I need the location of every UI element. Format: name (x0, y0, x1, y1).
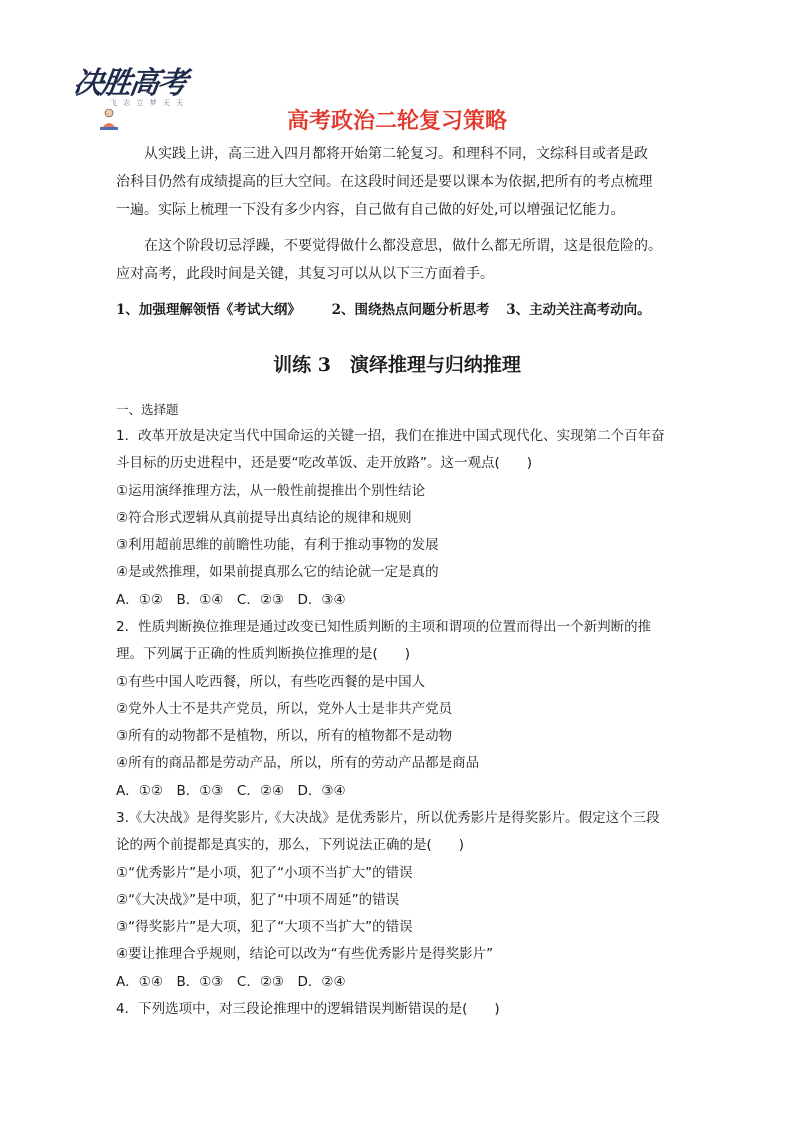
question-4 (116, 996, 686, 1023)
question-line: 3.《大决战》是得奖影片,《大决战》是优秀影片，所以优秀影片是得奖影片。假定这个三段 (116, 810, 660, 826)
option-statement: ①“优秀影片”是小项，犯了“小项不当扩大”的错误 (116, 864, 413, 881)
question-line: 2．性质判断换位推理是通过改变已知性质判断的主项和谓项的位置而得出一个新判断的推 (116, 619, 652, 635)
intro-paragraph-1 (116, 140, 678, 224)
logo-subtext: 飞 志 立 梦 天 天 (110, 99, 186, 107)
question-line: 斗目标的历史进程中，还是要“吃改革饭、走开放路”。这一观点( ) (116, 455, 533, 472)
option-statement: ②符合形式逻辑从真前提导出真结论的规律和规则 (116, 509, 412, 526)
focus-point: 3、主动关注高考动向。 (506, 302, 651, 318)
question-1 (116, 423, 686, 614)
option-statement: ④是或然推理，如果前提真那么它的结论就一定是真的 (116, 564, 439, 581)
paragraph-line: 从实践上讲，高三进入四月都将开始第二轮复习。和理科不同，文综科目或者是政 (144, 146, 648, 162)
option-statement: ①有些中国人吃西餐，所以，有些吃西餐的是中国人 (116, 673, 426, 690)
option-statement: ③所有的动物都不是植物，所以，所有的植物都不是动物 (116, 728, 453, 745)
focus-point: 1、加强理解领悟《考试大纲》 (116, 302, 301, 318)
answer-choices: A．①② B．①③ C．②④ D．③④ (116, 782, 346, 799)
paragraph-line: 治科目仍然有成绩提高的巨大空间。在这段时间还是要以课本为依据,把所有的考点梳理 (116, 174, 653, 190)
paragraph-line: 应对高考，此段时间是关键，其复习可以从以下三方面着手。 (116, 266, 494, 282)
section-title: 训练 3 演绎推理与归纳推理 (273, 354, 521, 376)
question-2 (116, 614, 686, 805)
option-statement: ③利用超前思维的前瞻性功能，有利于推动事物的发展 (116, 537, 439, 554)
option-statement: ①运用演绎推理方法，从一般性前提推出个别性结论 (116, 482, 426, 499)
intro-paragraph-2 (116, 232, 678, 288)
question-line: 论的两个前提都是真实的，那么，下列说法正确的是( ) (116, 837, 465, 854)
option-statement: ④所有的商品都是劳动产品，所以，所有的劳动产品都是商品 (116, 755, 480, 772)
option-statement: ④要让推理合乎规则，结论可以改为“有些优秀影片是得奖影片” (116, 946, 494, 963)
focus-point: 2、围绕热点问题分析思考 (331, 302, 490, 318)
logo-text: 决胜高考 (71, 66, 188, 101)
part-heading: 一、选择题 (116, 402, 179, 417)
page-title: 高考政治二轮复习策略 (286, 109, 507, 134)
answer-choices: A．①② B．①④ C．②③ D．③④ (116, 591, 346, 608)
paragraph-line: 在这个阶段切忌浮躁，不要觉得做什么都没意思，做什么都无所谓，这是很危险的。 (144, 238, 662, 254)
option-statement: ②“《大决战》”是中项，犯了“中项不周延”的错误 (116, 891, 400, 908)
option-statement: ②党外人士不是共产党员，所以，党外人士是非共产党员 (116, 700, 453, 717)
question-line: 1．改革开放是决定当代中国命运的关键一招，我们在推进中国式现代化、实现第二个百年奋 (116, 428, 665, 444)
option-statement: ③“得奖影片”是大项，犯了“大项不当扩大”的错误 (116, 919, 413, 936)
paragraph-line: 一遍。实际上梳理一下没有多少内容，自己做有自己做的好处,可以增强记忆能力。 (116, 202, 625, 218)
question-line: 4．下列选项中，对三段论推理中的逻辑错误判断错误的是( ) (116, 1001, 500, 1017)
answer-choices: A．①④ B．①③ C．②③ D．②④ (116, 973, 346, 990)
question-line: 理。下列属于正确的性质判断换位推理的是( ) (116, 646, 411, 663)
focus-points (116, 298, 651, 318)
question-3 (116, 805, 686, 996)
